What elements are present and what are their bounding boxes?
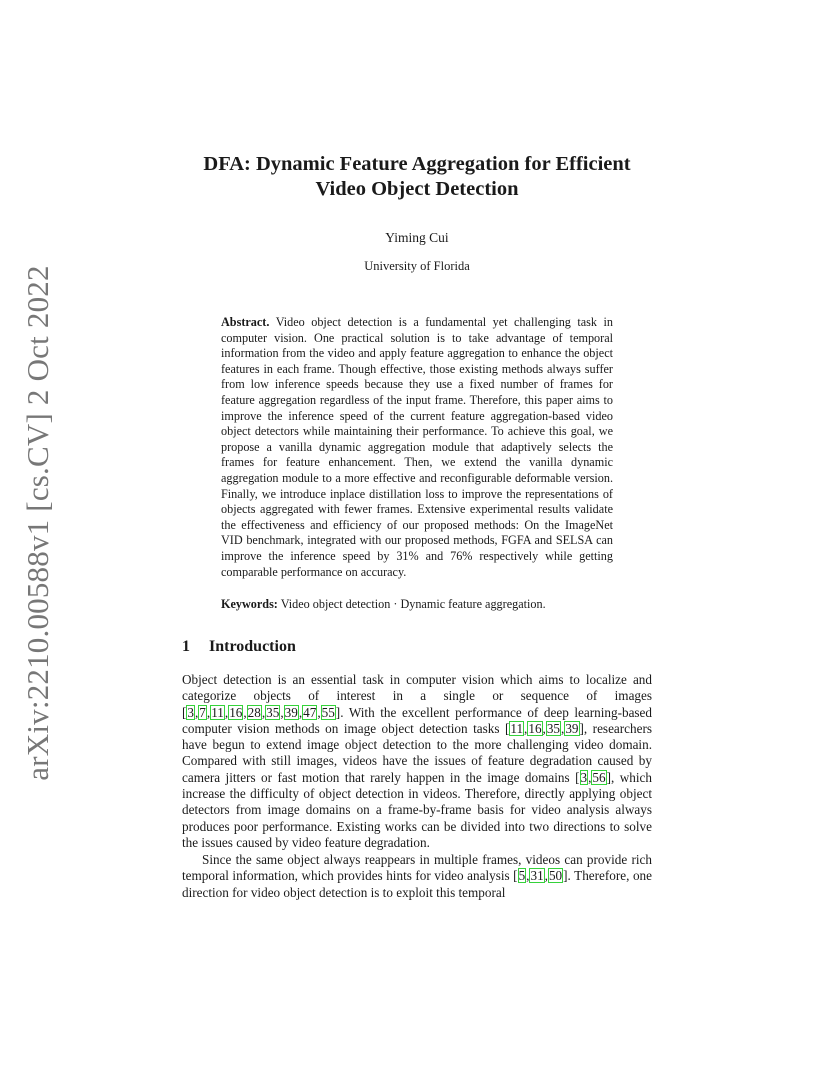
citation-link[interactable]: 31 [530, 868, 544, 884]
citation-group: [11,16,35,39] [504, 720, 584, 736]
keywords-text: Video object detection · Dynamic feature aggregation. [280, 597, 546, 611]
paragraph-text: Since the same object always reappears in multiple frames, videos can provide rich temporal information, which provides hints for video analysis [182, 852, 652, 884]
citation-link[interactable]: 16 [528, 720, 542, 736]
citation-link[interactable]: 11 [510, 720, 524, 736]
paragraph-text: . With the excellent performance of deep learning-based computer vision methods on image object detection tasks [182, 704, 652, 736]
keywords-label: Keywords: [221, 597, 278, 611]
paragraph-text: , researchers have begun to extend image object detection to the more challenging video domain. Compared with still images, videos have the issues of feature degradation caused by camera jitters or fast motion that rarely happen in the image domains [182, 720, 652, 785]
citation-link[interactable]: 56 [592, 769, 606, 785]
paragraph-text: Object detection is an essential task in computer vision which aims to localize and categorize objects of interest in a single or sequence of images [182, 672, 652, 704]
citation-link[interactable]: 3 [187, 704, 194, 720]
intro-paragraph-1 [182, 672, 652, 851]
arxiv-identifier: arXiv:2210.00588v1 [cs.CV] 2 Oct 2022 [20, 265, 55, 781]
citation-link[interactable]: 35 [546, 720, 561, 736]
author-name: Yiming Cui [385, 230, 449, 245]
abstract-text: Video object detection is a fundamental yet challenging task in computer vision. One practical solution is to take advantage of temporal information from the video and apply feature aggregation to enhance the object features in each frame. Though effective, those existing methods always suffer from low inference speeds because they use a fixed number of frames for feature aggregation regardless of the input frame. Therefore, this paper aims to improve the inference speed of the current feature aggregation-based video object detectors while maintaining their performance. To achieve this goal, we propose a vanilla dynamic aggregation module that adaptively selects the frames for feature enhancement. Then, we extend the vanilla dynamic aggregation module to a more effective and reconfigurable deformable version. Finally, we introduce inplace distillation loss to improve the representations of objects aggregated with fewer frames. Extensive experimental results validate the effectiveness and efficiency of our proposed methods: On the ImageNet VID benchmark, integrated with our proposed methods, FGFA and SELSA can improve the inference speed by 31% and 76% respectively while getting comparable performance on accuracy. [221, 315, 613, 579]
citation-link[interactable]: 7 [199, 704, 206, 720]
citation-link[interactable]: 3 [580, 769, 588, 785]
author-affiliation: University of Florida [364, 259, 470, 273]
abstract-label: Abstract. [221, 315, 270, 329]
section-title: Introduction [209, 638, 296, 655]
paragraph-text: , which increase the difficulty of object detection in videos. Therefore, directly applying object detectors from image domains on a frame-by-frame basis for video analysis always produces poor performance. Existing works can be divided into two directions to solve the issues caused by video feature degradation. [182, 769, 653, 850]
citation-group: [3,56] [575, 769, 611, 785]
intro-paragraph-2 [182, 852, 652, 901]
abstract [221, 315, 613, 580]
citation-link[interactable]: 39 [565, 720, 579, 736]
citation-group: [3,7,11,16,28,35,39,47,55] [182, 704, 341, 720]
section-number: 1 [182, 638, 190, 655]
paragraph-text: . Therefore, one direction for video object detection is to exploit this temporal [182, 868, 652, 900]
citation-link[interactable]: 50 [548, 868, 563, 884]
citation-link[interactable]: 55 [321, 704, 335, 720]
paper-title: DFA: Dynamic Feature Aggregation for Efficient Video Object Detection [203, 153, 631, 200]
arxiv-sidebar-stamp [14, 265, 62, 781]
section-heading [182, 638, 296, 656]
citation-link[interactable]: 39 [284, 704, 298, 720]
citation-group: [5,31,50] [513, 868, 568, 884]
keywords [221, 597, 613, 613]
citation-link[interactable]: 47 [303, 704, 317, 720]
citation-link[interactable]: 28 [247, 704, 261, 720]
citation-link[interactable]: 11 [211, 704, 224, 720]
citation-link[interactable]: 35 [266, 704, 280, 720]
citation-link[interactable]: 16 [229, 704, 243, 720]
citation-link[interactable]: 5 [518, 868, 526, 884]
